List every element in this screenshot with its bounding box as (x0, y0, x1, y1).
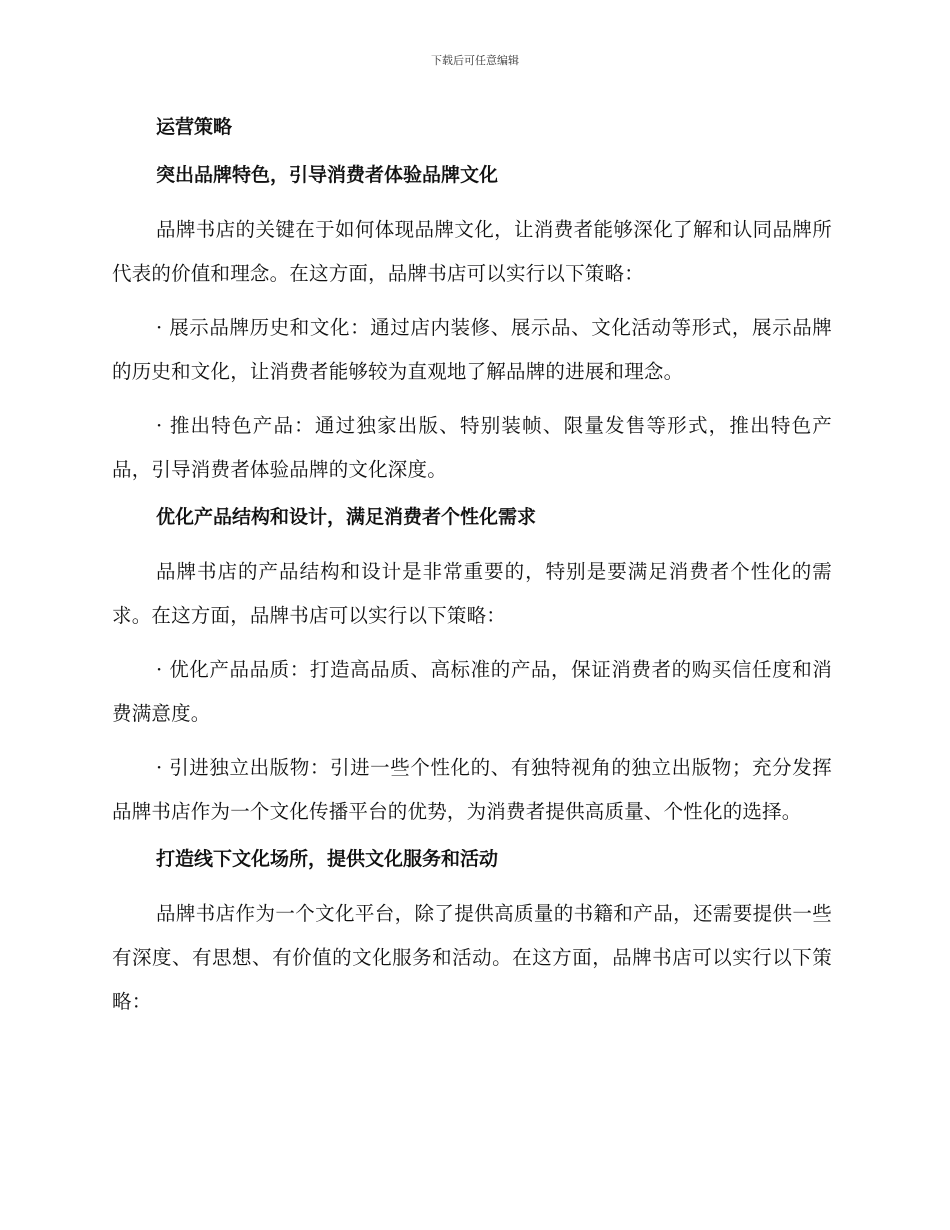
section-1-intro: 品牌书店的关键在于如何体现品牌文化，让消费者能够深化了解和认同品牌所代表的价值和理念。在这方面，品牌书店可以实行以下策略： (112, 218, 832, 285)
section-2-intro: 品牌书店的产品结构和设计是非常重要的，特别是要满足消费者个性化的需求。在这方面，品牌书店可以实行以下策略： (112, 560, 832, 627)
section-1-bullet-2: · 推出特色产品：通过独家出版、特别装帧、限量发售等形式，推出特色产品，引导消费者体验品牌的文化深度。 (112, 414, 832, 481)
section-1-heading: 突出品牌特色，引导消费者体验品牌文化 (156, 164, 499, 186)
section-3-heading: 打造线下文化场所，提供文化服务和活动 (156, 848, 499, 870)
section-title: 运营策略 (156, 116, 233, 138)
section-2-bullet-1: · 优化产品品质：打造高品质、高标准的产品，保证消费者的购买信任度和消费满意度。 (112, 658, 832, 725)
page-header: 下载后可任意编辑 (431, 54, 519, 67)
section-2-bullet-2: · 引进独立出版物：引进一些个性化的、有独特视角的独立出版物；充分发挥品牌书店作为一个文化传播平台的优势，为消费者提供高质量、个性化的选择。 (112, 756, 832, 823)
section-3-intro: 品牌书店作为一个文化平台，除了提供高质量的书籍和产品，还需要提供一些有深度、有思想、有价值的文化服务和活动。在这方面，品牌书店可以实行以下策略： (112, 902, 832, 1013)
section-1-bullet-1: · 展示品牌历史和文化：通过店内装修、展示品、文化活动等形式，展示品牌的历史和文化，让消费者能够较为直观地了解品牌的进展和理念。 (112, 316, 832, 383)
section-2-heading: 优化产品结构和设计，满足消费者个性化需求 (156, 506, 537, 528)
document-body (112, 112, 832, 1034)
